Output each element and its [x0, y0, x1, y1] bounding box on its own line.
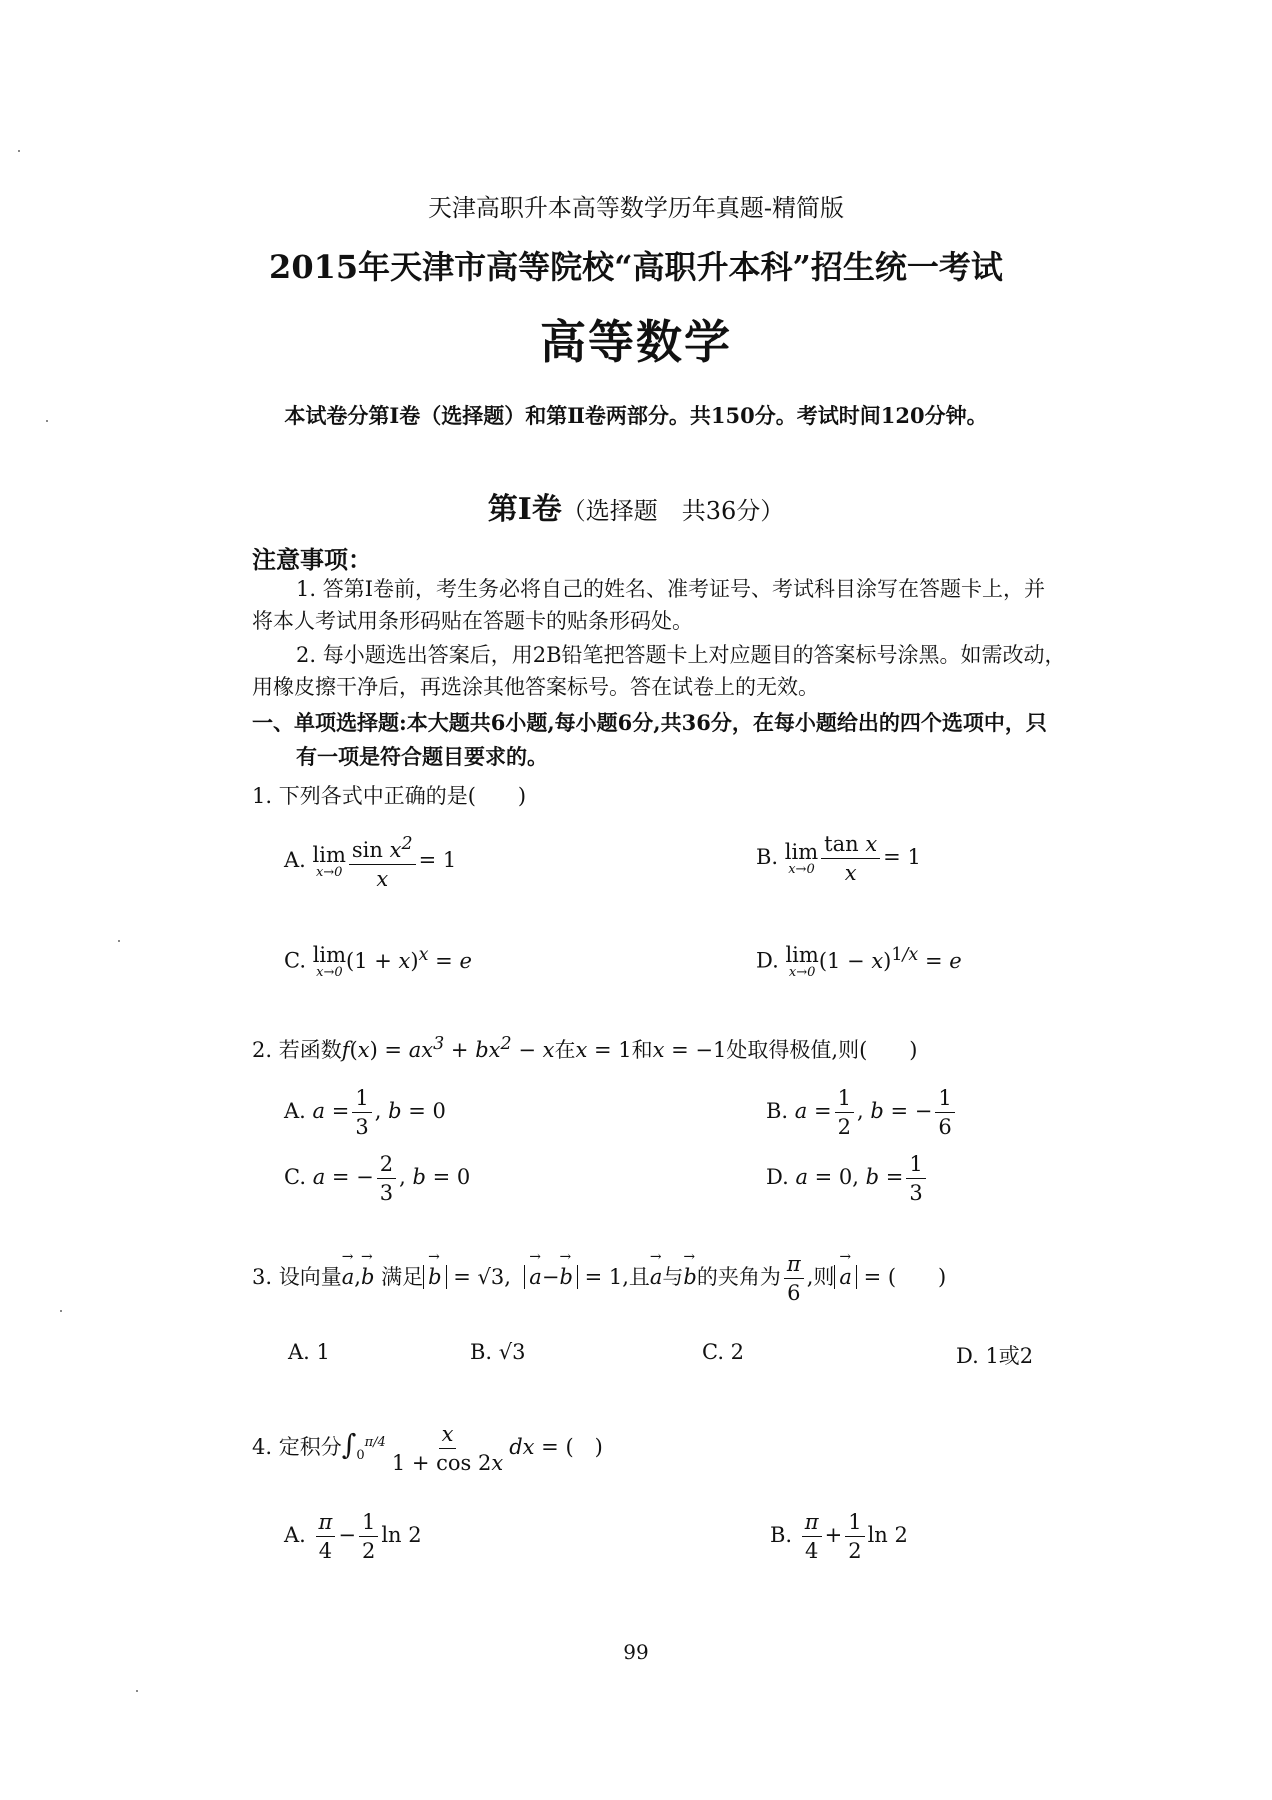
q2-option-b: B. a = $\frac{1}{2}$ , b = − $\frac{1}{6}$ — [766, 1084, 958, 1141]
q1-option-a-label: A. — [284, 848, 306, 872]
q3-stem-part-c: 且 — [628, 1265, 650, 1289]
q4-option-b-label: B. — [770, 1523, 793, 1547]
note-2-line-1: 2. 每小题选出答案后，用2B铅笔把答题卡上对应题目的答案标号涂黑。如需改动， — [296, 643, 1066, 667]
q2-stem-part-c: 和 — [631, 1038, 653, 1062]
q4-stem: 4. 定积分$\int_0^{\pi/4}$ $\frac{x}{1 + \cos 2x}$ dx = ( ) — [252, 1422, 603, 1475]
exam-intro: 本试卷分第Ⅰ卷（选择题）和第Ⅱ卷两部分。共150分。考试时间120分钟。 — [284, 403, 988, 428]
q1-option-b-label: B. — [756, 845, 779, 869]
q2-option-b-label: B. — [766, 1099, 789, 1123]
q2-stem-part-d: 处取得极值,则( ) — [726, 1038, 918, 1062]
q3-option-a: A. 1 — [288, 1340, 330, 1364]
exam-title: 2015年天津市高等院校“高职升本科”招生统一考试 — [269, 248, 1003, 286]
q3-number: 3. — [252, 1265, 273, 1289]
q2-stem-part-a: 若函数 — [278, 1038, 342, 1062]
q2-stem: 2. 若函数$f(x) = ax^3 + bx^2 - x$在x = 1和x = −1处取得极值,则( ) — [252, 1034, 918, 1062]
q3-option-b-label: B. — [470, 1340, 493, 1364]
q1-stem: 1. 下列各式中正确的是( ) — [252, 784, 527, 808]
notes-label: 注意事项： — [252, 545, 372, 574]
q1-option-d-label: D. — [756, 948, 779, 973]
q3-option-c: C. 2 — [702, 1340, 745, 1364]
q3-stem-part-a: 设向量 — [278, 1265, 342, 1289]
series-title: 天津高职升本高等数学历年真题-精简版 — [427, 194, 845, 222]
q1-option-b: B. lim x→0 $\frac{\text{tan x}}{x}$ = 1 — [756, 832, 921, 885]
section-1-line-1: 一、单项选择题:本大题共6小题,每小题6分,共36分，在每小题给出的四个选项中，只 — [252, 710, 1047, 735]
subject-title: 高等数学 — [540, 315, 732, 369]
q3-stem-part-d: 与 — [662, 1265, 684, 1289]
q2-option-d-label: D. — [766, 1165, 789, 1189]
q3-option-d: D. 1或2 — [956, 1344, 1034, 1368]
q4-option-a: A. $\frac{\pi}{4}$ − $\frac{1}{2}$ ln 2 — [284, 1510, 422, 1563]
note-1-line-2: 将本人考试用条形码贴在答题卡的贴条形码处。 — [252, 609, 693, 633]
q1-option-a: A. lim x→0 $\frac{\sin x^2}{x}$ = 1 — [284, 830, 456, 893]
q3-stem: 3. 设向量→ a,→ b 满足→ b = √3, → a−→ b = 1,且→ a与→ b的夹角为 $\frac{\pi}{6}$ ,则→ a = ( ) — [252, 1250, 946, 1307]
volume-title — [0, 484, 1272, 528]
scan-speck — [60, 1310, 62, 1312]
q2-option-a-label: A. — [284, 1099, 306, 1123]
q3-stem-part-e: 的夹角为 — [696, 1265, 781, 1289]
q2-stem-part-b: 在 — [554, 1038, 576, 1062]
q1-option-c: C. lim x→0 $(1 + x)^x = e$ — [284, 943, 472, 980]
q4-number: 4. — [252, 1435, 273, 1459]
q3-stem-part-b: 满足 — [381, 1265, 424, 1289]
q3-stem-part-f: ,则 — [806, 1265, 835, 1289]
volume-label: 第Ⅰ卷 — [487, 492, 562, 527]
section-1-line-2: 有一项是符合题目要求的。 — [296, 744, 548, 769]
q4-option-a-label: A. — [284, 1523, 306, 1547]
note-2-line-2: 用橡皮擦干净后，再选涂其他答案标号。答在试卷上的无效。 — [252, 675, 819, 699]
q3-option-b: B. √3 — [470, 1340, 526, 1364]
q4-option-b: B. $\frac{\pi}{4}$ + $\frac{1}{2}$ ln 2 — [770, 1510, 908, 1563]
note-1-line-1: 1. 答第Ⅰ卷前，考生务必将自己的姓名、准考证号、考试科目涂写在答题卡上，并 — [296, 577, 1046, 601]
q1-option-d: D. lim x→0 $(1 - x)^{1/x} = e$ — [756, 943, 962, 980]
q2-option-c-label: C. — [284, 1165, 306, 1189]
q4-stem-part-b: = ( ) — [541, 1435, 603, 1459]
q2-option-c: C. a = − $\frac{2}{3}$ , b = 0 — [284, 1152, 471, 1205]
q4-stem-part-a: 定积分 — [278, 1435, 342, 1459]
q2-number: 2. — [252, 1038, 273, 1062]
q1-option-c-label: C. — [284, 948, 306, 973]
q2-option-d: D. a = 0, b = $\frac{1}{3}$ — [766, 1150, 929, 1207]
page-number: 99 — [623, 1640, 649, 1664]
scan-speck — [46, 420, 48, 422]
volume-subtitle: （选择题 共36分） — [561, 497, 785, 525]
q3-stem-part-g: = ( ) — [863, 1265, 947, 1289]
scan-speck — [18, 150, 20, 152]
scan-speck — [118, 940, 120, 942]
scan-speck — [136, 1690, 138, 1692]
q2-option-a: A. a = $\frac{1}{3}$ , b = 0 — [284, 1086, 446, 1139]
